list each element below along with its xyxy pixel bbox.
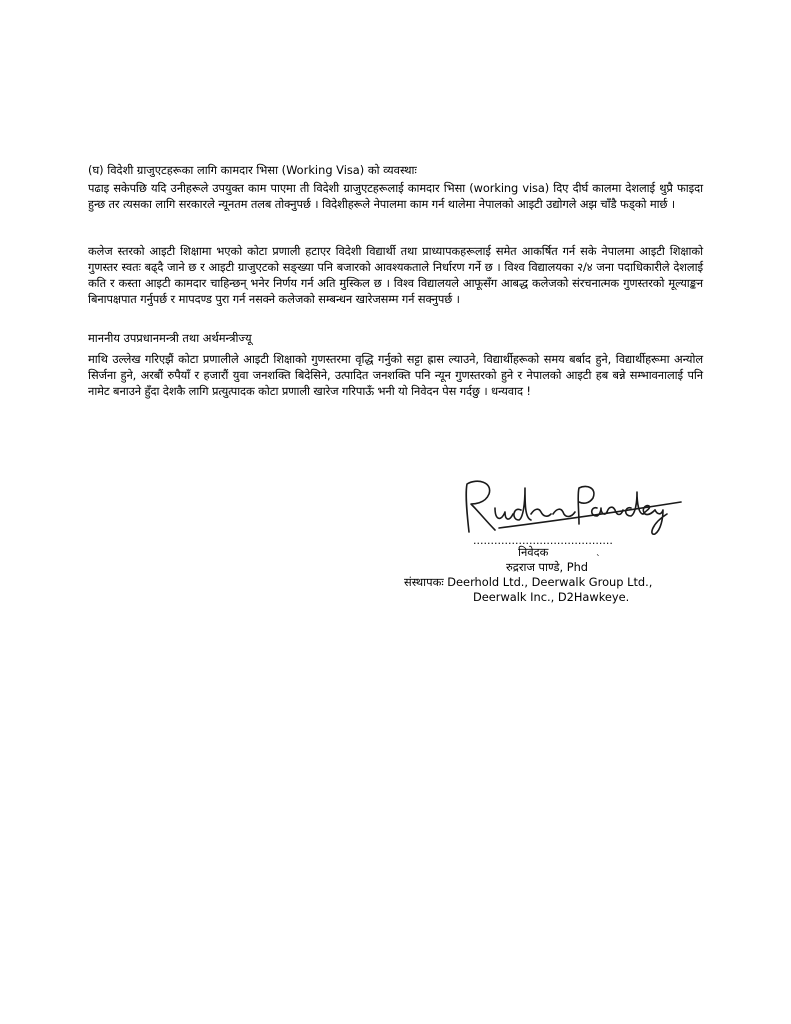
- signatory-name: रुद्रराज पाण्डे, Phd: [506, 560, 589, 574]
- signatory-title: [404, 575, 652, 590]
- signatory-role: निवेदक: [518, 545, 549, 559]
- ink-mark: ˎ: [596, 547, 601, 557]
- paragraph-working-visa: [88, 180, 703, 212]
- paragraph-quota-system: [88, 243, 703, 307]
- paragraph-text: माथि उल्लेख गरिएझैं कोटा प्रणालीले आइटी शिक्षाको गुणस्तरमा वृद्धि गर्नुको सट्टा ह्रास ल्याउने, विद्यार्थीहरूको समय बर्बाद हुने, विद्यार्थीहरूमा अन्योल सिर्जना हुने, अरबौं रुपैयाँ र हजारौं युवा जनशक्ति बिदेसिने, उत्पादित जनशक्ति पनि न्यून गुणस्तरको हुने र नेपालको आइटी हब बन्ने सम्भावनालाई पनि नामेट बनाउने हुँदा देशकै लागि प्रत्युत्पादक कोटा प्रणाली खारेज गरिपाऊँ भनी यो निवेदन पेस गर्दछु । धन्यवाद !: [88, 352, 703, 398]
- signature-dotted-line: ........................................: [473, 534, 613, 547]
- companies-line-1: Deerhold Ltd., Deerwalk Group Ltd.,: [447, 575, 653, 589]
- companies-line-2: Deerwalk Inc., D2Hawkeye.: [473, 590, 630, 604]
- salutation: माननीय उपप्रधानमन्त्री तथा अर्थमन्त्रीज्यू: [88, 331, 252, 345]
- founder-label: संस्थापकः: [404, 575, 444, 589]
- paragraph-text: कलेज स्तरको आइटी शिक्षामा भएको कोटा प्रणाली हटाएर विदेशी विद्यार्थी तथा प्राध्यापकहरूलाई समेत आकर्षित गर्न सके नेपालमा आइटी शिक्षाको गुणस्तर स्वतः बढ्दै जाने छ र आइटी ग्राजुएटको सङ्ख्या पनि बजारको आवश्यकताले निर्धारण गर्ने छ । विश्व विद्यालयका २/४ जना पदाधिकारीले देशलाई कति र कस्ता आइटी कामदार चाहिन्छन् भनेर निर्णय गर्न अति मुस्किल छ । विश्व विद्यालयले आफूसँग आबद्ध कलेजको संरचनात्मक गुणस्तरको मूल्याङ्कन बिनापक्षपात गर्नुपर्छ र मापदण्ड पुरा गर्न नसक्ने कलेजको सम्बन्धन खारेजसम्म गर्न सक्नुपर्छ ।: [88, 244, 703, 306]
- paragraph-conclusion: [88, 351, 703, 399]
- section-heading: (घ) विदेशी ग्राजुएटहरूका लागि कामदार भिसा (Working Visa) को व्यवस्थाः: [88, 163, 417, 177]
- paragraph-text: पढाइ सकेपछि यदि उनीहरूले उपयुक्त काम पाएमा ती विदेशी ग्राजुएटहरूलाई कामदार भिसा (working visa) दिए दीर्घ कालमा देशलाई थुप्रै फाइदा हुन्छ तर त्यसका लागि सरकारले न्यूनतम तलब तोक्नुपर्छ । विदेशीहरूले नेपालमा काम गर्न थालेमा नेपालको आइटी उद्योगले अझ चाँडै फड्को मार्छ ।: [88, 181, 703, 211]
